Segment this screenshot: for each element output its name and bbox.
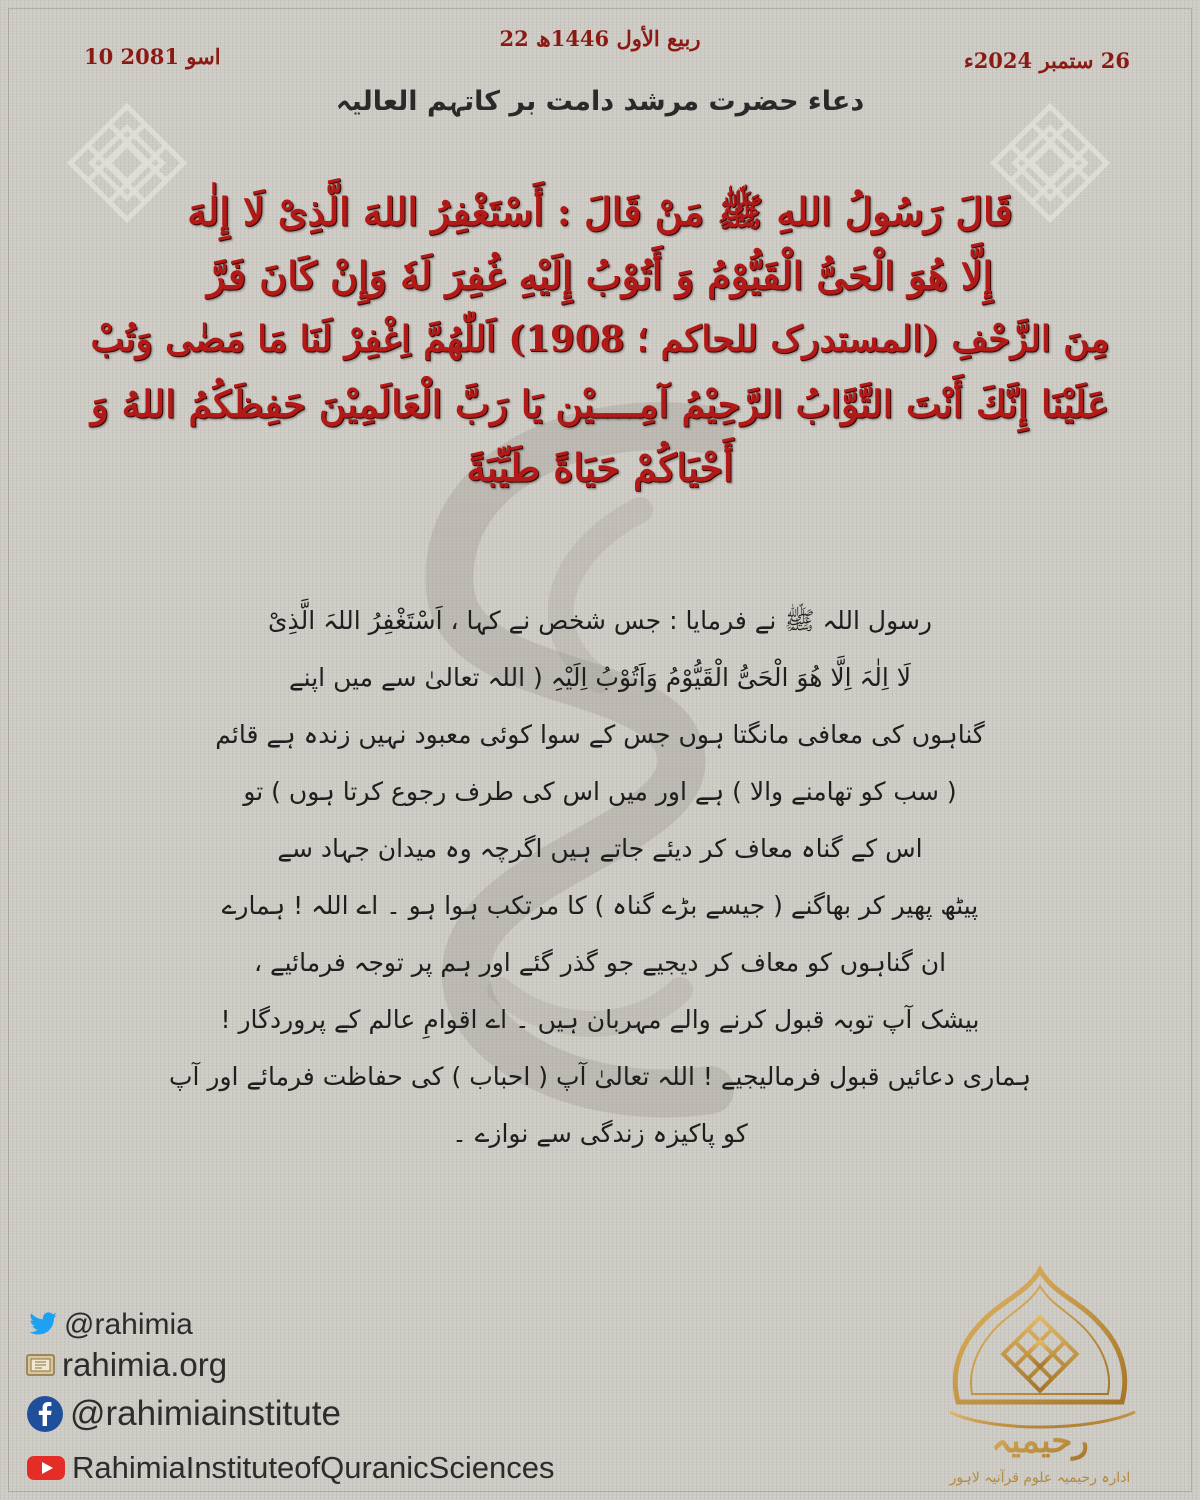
- facebook-icon: [26, 1395, 64, 1433]
- page-title: دعاء حضرت مرشد دامت بر کاتہم العالیہ: [335, 86, 865, 117]
- logo-wordmark: رحیمیہ: [991, 1421, 1089, 1461]
- urdu-line: اس کے گناہ معاف کر دیئے جاتے ہیں اگرچہ وہ میدان جہاد سے: [277, 834, 923, 863]
- twitter-handle: @rahimia: [64, 1308, 193, 1341]
- youtube-channel: RahimiaInstituteofQuranicSciences: [72, 1450, 555, 1485]
- urdu-line: ہماری دعائیں قبول فرمالیجیے ! اللہ تعالیٰ آپ ( احباب ) کی حفاظت فرمائے اور آپ: [168, 1062, 1032, 1091]
- date-gregorian: 26 ستمبر 2024ء: [963, 48, 1130, 73]
- date-hijri: 22 ربیع الأول 1446ھ: [499, 26, 701, 51]
- website-link[interactable]: [26, 1346, 227, 1384]
- urdu-translation: [150, 592, 1050, 1162]
- arabic-line: عَلَيْنَا إِنَّكَ أَنْتَ التَّوَّابُ الرَّحِيْمُ آمِــــيْن يَا رَبَّ الْعَالَمِيْنَ حَفِظَكُمُ اللهُ وَ: [90, 382, 1110, 426]
- urdu-line: کو پاکیزہ زندگی سے نوازے ۔: [452, 1119, 748, 1148]
- twitter-link[interactable]: [26, 1308, 193, 1342]
- date-vikram: 10 اسو 2081: [84, 44, 221, 69]
- logo-subtitle: ادارہ رحیمیہ علوم قرآنیہ لاہور: [949, 1470, 1131, 1486]
- urdu-line: ان گناہوں کو معاف کر دیجیے جو گذر گئے اور ہم پر توجہ فرمائیے ،: [253, 948, 947, 977]
- arabic-line: أَحْيَاكُمْ حَيَاةً طَيِّبَةً: [466, 445, 734, 490]
- urdu-line: بیشک آپ توبہ قبول کرنے والے مہربان ہیں ۔ اے اقوامِ عالم کے پروردگار !: [220, 1005, 980, 1034]
- arabic-line: مِنَ الزَّحْفِ (المستدرک للحاکم ؛ 1908) اَللّٰهُمَّ اِغْفِرْ لَنَا مَا مَضٰى وَتُبْ: [90, 319, 1110, 360]
- arabic-line: قَالَ رَسُولُ اللهِ ﷺ مَنْ قَالَ : أَسْتَغْفِرُ اللهَ الَّذِىْ لَا إِلٰهَ: [187, 189, 1013, 234]
- website-icon: [26, 1352, 56, 1378]
- twitter-icon: [26, 1311, 58, 1339]
- youtube-link[interactable]: [26, 1450, 554, 1486]
- urdu-line: ( سب کو تھامنے والا ) ہے اور میں اس کی طرف رجوع کرتا ہوں ) تو: [243, 777, 957, 806]
- facebook-handle: @rahimiainstitute: [70, 1394, 341, 1433]
- facebook-link[interactable]: [26, 1394, 341, 1434]
- arabic-hadith: [80, 180, 1120, 500]
- arabic-line: إِلَّا هُوَ الْحَىُّ الْقَيُّوْمُ وَ أَتُوْبُ إِلَيْهِ غُفِرَ لَهٗ وَإِنْ كَانَ فَرَّ: [206, 253, 994, 298]
- urdu-line: لَا اِلٰہَ اِلَّا ھُوَ الْحَیُّ الْقَیُّوْمُ وَاَتُوْبُ اِلَیْہِ ( اللہ تعالیٰ سے میں اپنے: [289, 663, 911, 692]
- rahimia-logo: [910, 1262, 1170, 1492]
- youtube-icon: [26, 1454, 66, 1482]
- urdu-line: گناہوں کی معافی مانگتا ہوں جس کے سوا کوئی معبود نہیں زندہ ہے قائم: [215, 720, 985, 749]
- urdu-line: پیٹھ پھیر کر بھاگنے ( جیسے بڑے گناہ ) کا مرتکب ہوا ہو ۔ اے اللہ ! ہمارے: [221, 891, 979, 920]
- urdu-line: رسول اللہ ﷺ نے فرمایا : جس شخص نے کہا ، اَسْتَغْفِرُ اللہَ الَّذِیْ: [267, 606, 932, 635]
- website-url: rahimia.org: [62, 1346, 228, 1383]
